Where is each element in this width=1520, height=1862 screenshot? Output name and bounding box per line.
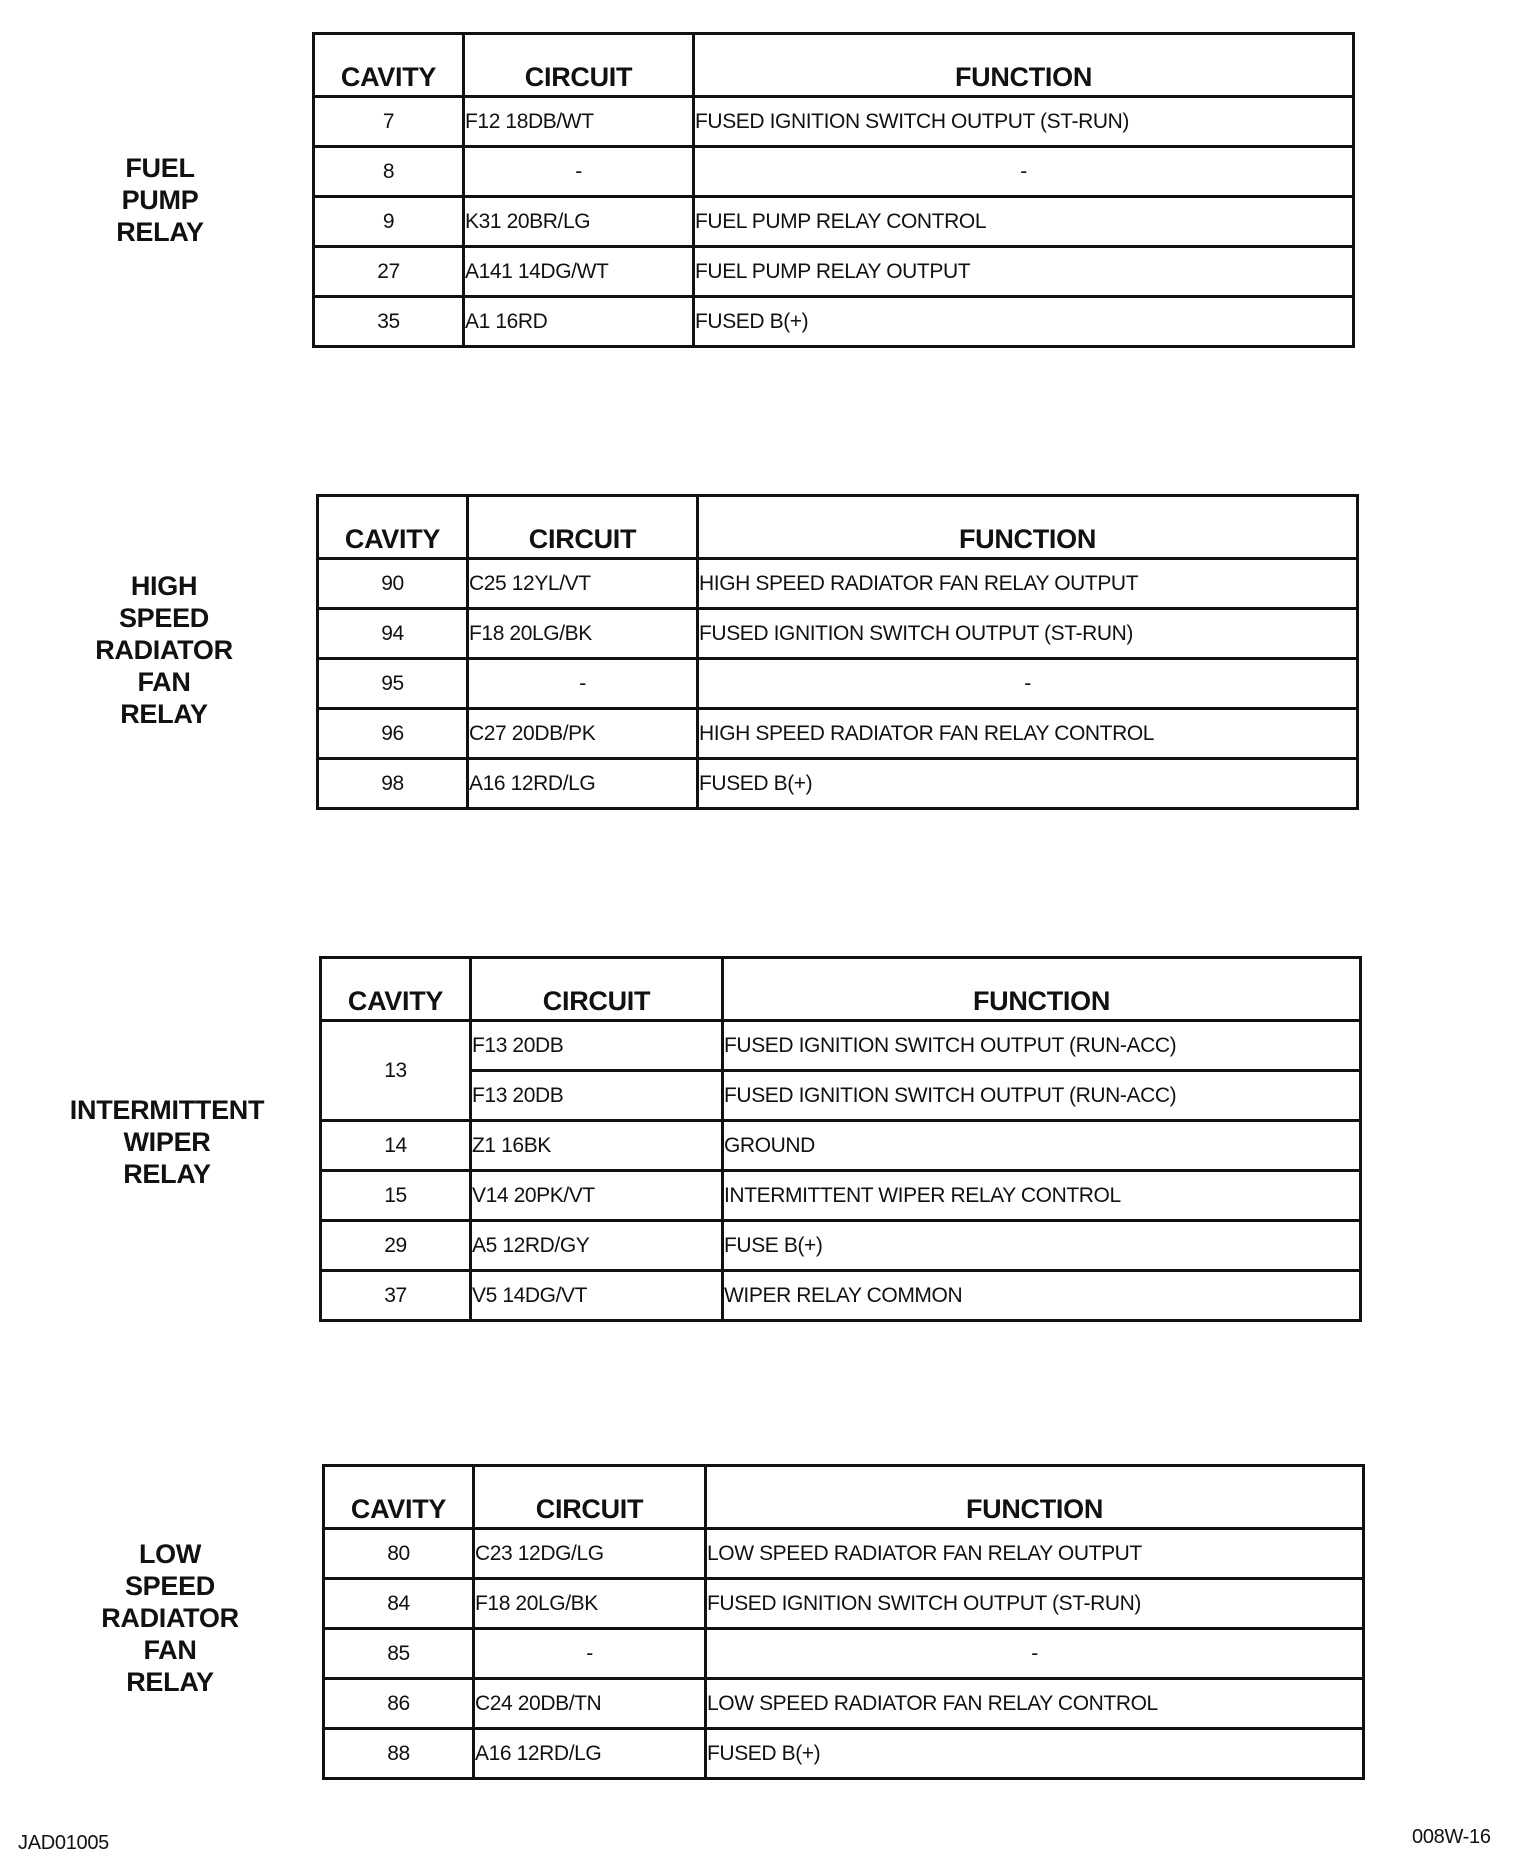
circuit-cell: F12 18DB/WT [464, 97, 694, 147]
function-cell: FUSED IGNITION SWITCH OUTPUT (ST-RUN) [698, 609, 1358, 659]
function-header: FUNCTION [723, 958, 1361, 1021]
circuit-cell: - [464, 147, 694, 197]
table-row [324, 1629, 1364, 1679]
circuit-cell: F18 20LG/BK [474, 1579, 706, 1629]
cavity-header: CAVITY [314, 34, 464, 97]
relay-label-line: WIPER [123, 1127, 211, 1157]
circuit-cell: C27 20DB/PK [468, 709, 698, 759]
cavity-cell: 85 [324, 1629, 474, 1679]
relay-label-line: RADIATOR [95, 635, 233, 665]
cavity-cell: 88 [324, 1729, 474, 1779]
pinout-table [322, 1464, 1365, 1780]
relay-label-line: RADIATOR [101, 1603, 239, 1633]
table-row [318, 559, 1358, 609]
cavity-cell: 29 [321, 1221, 471, 1271]
cavity-cell: 90 [318, 559, 468, 609]
circuit-cell: A1 16RD [464, 297, 694, 347]
cavity-cell: 84 [324, 1579, 474, 1629]
relay-label-line: RELAY [120, 699, 208, 729]
circuit-cell: C23 12DG/LG [474, 1529, 706, 1579]
function-cell: - [706, 1629, 1364, 1679]
cavity-cell: 95 [318, 659, 468, 709]
table-row [324, 1729, 1364, 1779]
table-row [314, 197, 1354, 247]
header-row [324, 1466, 1364, 1529]
relay-label-line: SPEED [118, 603, 210, 633]
table-row [321, 1171, 1361, 1221]
page-number: 008W-16 [1412, 1826, 1491, 1848]
cavity-cell: 27 [314, 247, 464, 297]
cavity-cell: 80 [324, 1529, 474, 1579]
pinout-table [316, 494, 1359, 810]
circuit-cell: A5 12RD/GY [471, 1221, 723, 1271]
function-cell: HIGH SPEED RADIATOR FAN RELAY OUTPUT [698, 559, 1358, 609]
function-cell: FUEL PUMP RELAY CONTROL [694, 197, 1354, 247]
function-cell: WIPER RELAY COMMON [723, 1271, 1361, 1321]
circuit-cell: - [474, 1629, 706, 1679]
function-cell: FUEL PUMP RELAY OUTPUT [694, 247, 1354, 297]
table-row [314, 147, 1354, 197]
document-id: JAD01005 [18, 1832, 109, 1854]
function-cell: FUSED IGNITION SWITCH OUTPUT (ST-RUN) [694, 97, 1354, 147]
table-row [324, 1529, 1364, 1579]
cavity-cell: 98 [318, 759, 468, 809]
function-cell: FUSED B(+) [698, 759, 1358, 809]
header-row [318, 496, 1358, 559]
function-cell: HIGH SPEED RADIATOR FAN RELAY CONTROL [698, 709, 1358, 759]
relay-label [47, 1094, 287, 1190]
relay-label-line: FAN [143, 1635, 197, 1665]
table-row [318, 659, 1358, 709]
relay-label-line: FAN [137, 667, 191, 697]
header-row [321, 958, 1361, 1021]
cavity-cell: 37 [321, 1271, 471, 1321]
circuit-cell: V14 20PK/VT [471, 1171, 723, 1221]
cavity-cell: 96 [318, 709, 468, 759]
pinout-table [319, 956, 1362, 1322]
circuit-header: CIRCUIT [464, 34, 694, 97]
cavity-cell: 14 [321, 1121, 471, 1171]
function-cell: INTERMITTENT WIPER RELAY CONTROL [723, 1171, 1361, 1221]
table-row [314, 247, 1354, 297]
relay-label-line: RELAY [123, 1159, 211, 1189]
relay-label-line: SPEED [124, 1571, 216, 1601]
circuit-header: CIRCUIT [474, 1466, 706, 1529]
table-row [324, 1679, 1364, 1729]
circuit-cell: A141 14DG/WT [464, 247, 694, 297]
relay-label-line: LOW [138, 1539, 202, 1569]
pinout-table [312, 32, 1355, 348]
function-header: FUNCTION [694, 34, 1354, 97]
function-cell: FUSED IGNITION SWITCH OUTPUT (RUN-ACC) [723, 1021, 1361, 1071]
relay-label [40, 152, 280, 248]
cavity-cell: 9 [314, 197, 464, 247]
cavity-cell: 7 [314, 97, 464, 147]
relay-label [44, 570, 284, 730]
function-cell: FUSED IGNITION SWITCH OUTPUT (ST-RUN) [706, 1579, 1364, 1629]
relay-label-line: INTERMITTENT [69, 1095, 265, 1125]
table-row [318, 709, 1358, 759]
function-header: FUNCTION [706, 1466, 1364, 1529]
cavity-cell: 8 [314, 147, 464, 197]
function-cell: FUSED B(+) [694, 297, 1354, 347]
relay-label-line: RELAY [126, 1667, 214, 1697]
cavity-cell: 13 [321, 1021, 471, 1121]
table-row [321, 1071, 1361, 1121]
circuit-cell: V5 14DG/VT [471, 1271, 723, 1321]
function-cell: GROUND [723, 1121, 1361, 1171]
table-row [321, 1021, 1361, 1071]
relay-label-line: PUMP [121, 185, 199, 215]
circuit-cell: A16 12RD/LG [468, 759, 698, 809]
table-row [318, 759, 1358, 809]
table-row [321, 1121, 1361, 1171]
function-header: FUNCTION [698, 496, 1358, 559]
relay-label [50, 1538, 290, 1698]
circuit-cell: F13 20DB [471, 1021, 723, 1071]
cavity-cell: 15 [321, 1171, 471, 1221]
circuit-cell: F13 20DB [471, 1071, 723, 1121]
function-cell: LOW SPEED RADIATOR FAN RELAY OUTPUT [706, 1529, 1364, 1579]
relay-label-line: RELAY [116, 217, 204, 247]
function-cell: FUSE B(+) [723, 1221, 1361, 1271]
function-cell: - [694, 147, 1354, 197]
cavity-cell: 35 [314, 297, 464, 347]
table-row [314, 97, 1354, 147]
relay-label-line: FUEL [125, 153, 195, 183]
function-cell: - [698, 659, 1358, 709]
cavity-cell: 86 [324, 1679, 474, 1729]
circuit-cell: Z1 16BK [471, 1121, 723, 1171]
circuit-cell: F18 20LG/BK [468, 609, 698, 659]
table-row [321, 1221, 1361, 1271]
table-row [324, 1579, 1364, 1629]
function-cell: FUSED IGNITION SWITCH OUTPUT (RUN-ACC) [723, 1071, 1361, 1121]
table-row [314, 297, 1354, 347]
circuit-header: CIRCUIT [471, 958, 723, 1021]
function-cell: LOW SPEED RADIATOR FAN RELAY CONTROL [706, 1679, 1364, 1729]
circuit-cell: C24 20DB/TN [474, 1679, 706, 1729]
cavity-cell: 94 [318, 609, 468, 659]
circuit-cell: - [468, 659, 698, 709]
cavity-header: CAVITY [318, 496, 468, 559]
circuit-cell: C25 12YL/VT [468, 559, 698, 609]
cavity-header: CAVITY [321, 958, 471, 1021]
relay-label-line: HIGH [130, 571, 198, 601]
circuit-cell: A16 12RD/LG [474, 1729, 706, 1779]
function-cell: FUSED B(+) [706, 1729, 1364, 1779]
table-row [321, 1271, 1361, 1321]
cavity-header: CAVITY [324, 1466, 474, 1529]
circuit-cell: K31 20BR/LG [464, 197, 694, 247]
header-row [314, 34, 1354, 97]
table-row [318, 609, 1358, 659]
circuit-header: CIRCUIT [468, 496, 698, 559]
